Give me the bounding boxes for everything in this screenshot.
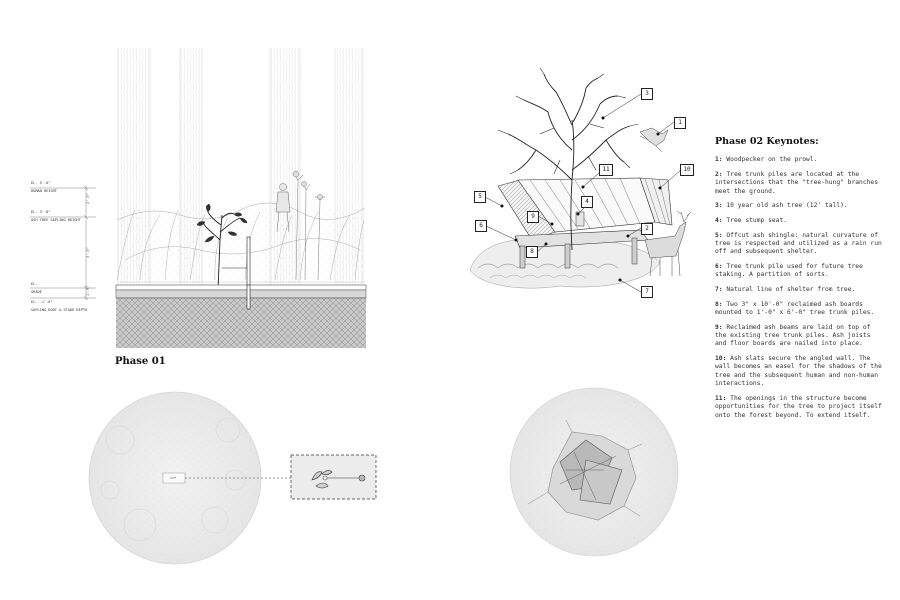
callout-6: 6 — [475, 220, 487, 232]
keynotes-title: Phase 02 Keynotes: — [715, 136, 819, 147]
keynote-9: 9: Reclaimed ash beams are laid on top of the existing tree trunk piles. Ash joists and floor boards are nailed into place. — [715, 323, 871, 348]
keynote-7: 7: Natural line of shelter from tree. — [715, 286, 856, 293]
human-height-elevation: EL. 5'-6" — [31, 181, 51, 185]
callout-5: 5 — [474, 191, 486, 203]
phase01-title: Phase 01 — [115, 356, 166, 367]
svg-text:1'-6": 1'-6" — [86, 285, 90, 296]
ground-surface — [116, 285, 366, 290]
tree-trunk-pile — [632, 238, 637, 264]
elevation-dimension-values — [86, 193, 90, 296]
phase02-plan — [510, 388, 678, 556]
keynote-1: 1: Woodpecker on the prowl. — [715, 156, 818, 164]
phase02-keynotes — [715, 138, 885, 426]
callout-4: 4 — [581, 196, 593, 208]
keynote-3: 3: 10 year old ash tree (12' tall). — [715, 202, 848, 210]
callout-2: 2 — [641, 223, 653, 235]
keynote-6: 6: Tree trunk pile used for future tree staking. A partition of sorts. — [715, 263, 863, 279]
callout-9: 9 — [527, 211, 539, 223]
topsoil — [116, 290, 366, 298]
keynote-4: 4: Tree stump seat. — [715, 217, 788, 224]
root-depth-label: SAPLING ROOT & STAKE DEPTH — [31, 308, 88, 312]
callout-10: 10 — [680, 164, 694, 176]
woodpecker — [640, 128, 668, 152]
callout-8: 8 — [526, 246, 538, 258]
tree-trunk-pile — [565, 244, 570, 268]
callout-11: 11 — [599, 164, 613, 176]
phase01-section — [30, 48, 366, 348]
callout-7: 7 — [641, 286, 653, 298]
keynote-11: 11: The openings in the structure become opportunities for the tree to project itself onto the forest beyond. To extend itself. — [715, 394, 882, 419]
svg-text:2'-6": 2'-6" — [86, 193, 90, 204]
callout-3: 3 — [641, 88, 653, 100]
callout-1: 1 — [674, 117, 686, 129]
grade-elevation: EL. — [31, 282, 38, 286]
phase02-axonometric — [470, 68, 691, 292]
tree-trunk-pile — [520, 246, 525, 268]
keynote-5: 5: Offcut ash shingle: natural curvature of tree is respected and utilized as a rain run off and subsequent shelter. — [715, 231, 882, 256]
keynote-10: 10: Ash slats secure the angled wall. The wall becomes an easel for the shadows of the tree and the subsequent human and non-human interactions. — [715, 355, 882, 388]
keynote-2: 2: Tree trunk piles are located at the intersections that the "tree-hung" branches meet the ground. — [715, 171, 879, 195]
subsoil-hatch — [116, 298, 366, 348]
human-height-label: HUMAN HEIGHT — [31, 189, 57, 193]
sapling-height-label: ASH TREE SAPLING HEIGHT — [31, 218, 81, 222]
sapling-height-elevation: EL. 3'-0" — [31, 210, 51, 214]
keynote-8: 8: Two 3" x 10'-0" reclaimed ash boards mounted to 1'-0" x 6'-0" tree trunk piles. — [715, 300, 875, 316]
grade-label: GRADE — [31, 290, 42, 294]
phase01-plan — [89, 392, 376, 564]
svg-text:3'-0": 3'-0" — [86, 247, 90, 258]
root-depth-elevation: EL. -1'-6" — [31, 300, 53, 304]
